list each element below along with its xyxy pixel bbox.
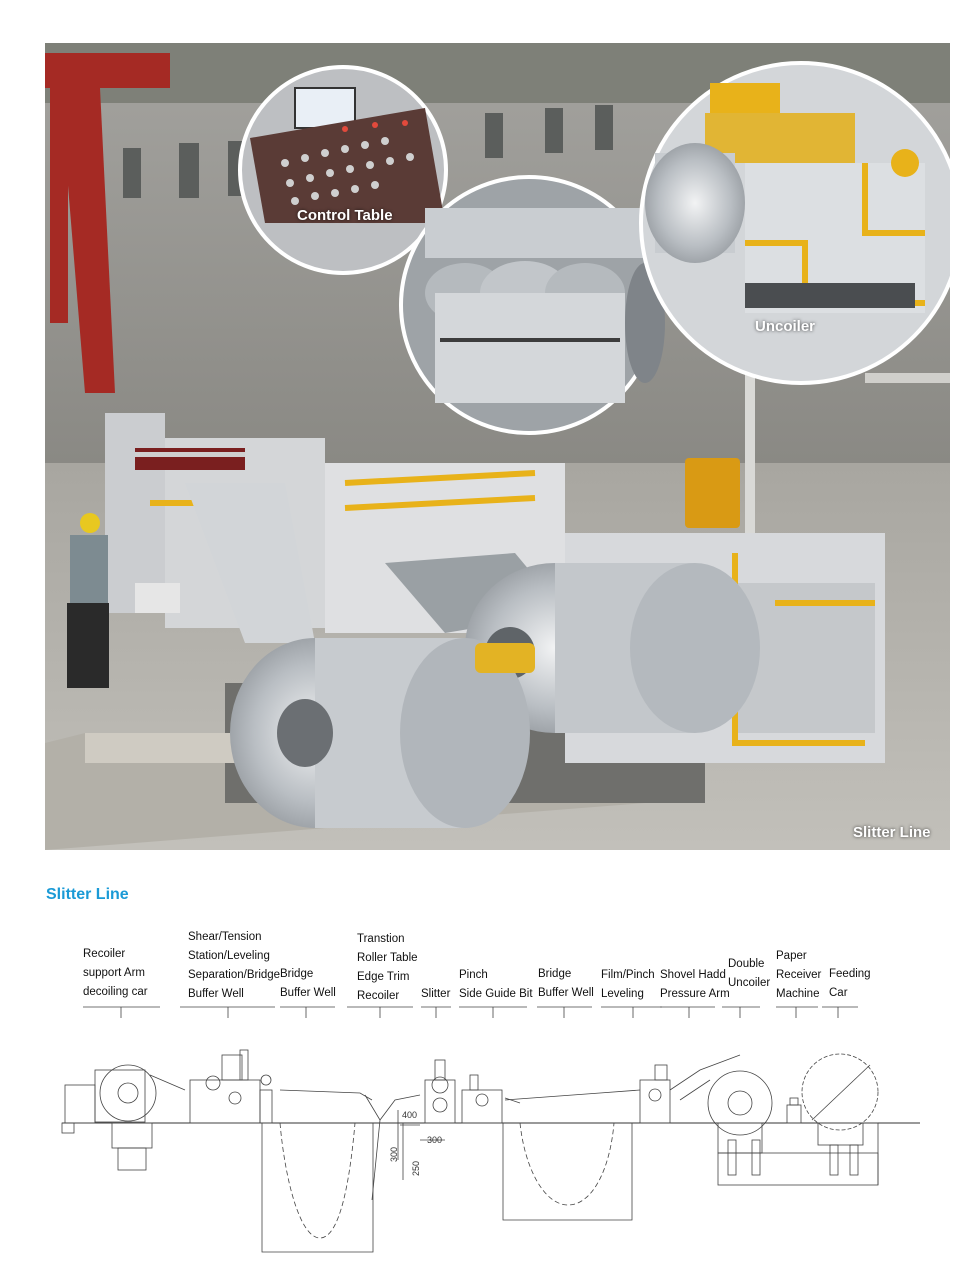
label-line: Double	[728, 958, 765, 970]
section-title: Slitter Line	[46, 886, 129, 903]
label-line: Buffer Well	[280, 987, 336, 999]
label-line: Receiver	[776, 969, 822, 981]
callout-control-table	[240, 67, 446, 273]
label-line: Leveling	[601, 988, 644, 1000]
label-line: Bridge	[280, 968, 314, 980]
callout-uncoiler	[641, 63, 950, 383]
label-line: Pinch	[459, 969, 488, 981]
label-line: Recoiler	[83, 948, 126, 960]
label-line: Machine	[776, 988, 820, 1000]
control-table-label: Control Table	[297, 207, 393, 224]
label-recoiler	[83, 945, 148, 1002]
dim-300-v: 300	[389, 1146, 399, 1162]
label-line: Edge Trim	[357, 971, 410, 983]
label-line: support Arm	[83, 967, 145, 979]
dim-400: 400	[402, 1110, 418, 1120]
slitter-line-diagram	[0, 1000, 980, 1279]
label-line: Side Guide Bit	[459, 988, 533, 1000]
slitter-drawing	[425, 1060, 455, 1123]
label-bridge-2	[538, 965, 594, 1003]
label-pinch	[459, 966, 533, 1004]
factory-scene	[45, 43, 950, 850]
uncoiler-label: Uncoiler	[755, 318, 816, 335]
label-line: decoiling car	[83, 986, 148, 998]
label-transtion	[357, 930, 418, 1006]
label-line: Buffer Well	[188, 988, 244, 1000]
label-line: Transtion	[357, 933, 405, 945]
paper-receiver-drawing	[787, 1098, 801, 1123]
label-line: Buffer Well	[538, 987, 594, 999]
buffer-pit-2	[503, 1090, 640, 1220]
shear-station-drawing	[190, 1050, 272, 1123]
label-line: Station/Leveling	[188, 950, 270, 962]
label-line: Recoiler	[357, 990, 400, 1002]
label-feeding	[829, 965, 871, 1003]
slitter-line-photo	[45, 43, 950, 850]
photo-caption: Slitter Line	[853, 824, 931, 841]
recoiler-drawing	[62, 1065, 185, 1170]
label-line: Bridge	[538, 968, 572, 980]
label-film	[601, 966, 655, 1004]
label-paper	[776, 947, 821, 1004]
label-bridge-1	[280, 965, 336, 1003]
double-uncoiler-drawing	[708, 1071, 878, 1185]
label-line: Uncoiler	[728, 977, 771, 989]
label-double	[728, 955, 770, 993]
label-line: Roller Table	[357, 952, 418, 964]
leveling-drawing	[640, 1055, 740, 1123]
label-line: Pressure Arm	[660, 988, 730, 1000]
label-line: Car	[829, 987, 848, 999]
dim-250: 250	[411, 1160, 421, 1176]
label-line: Feeding	[829, 968, 871, 980]
buffer-pit-1	[262, 1090, 373, 1252]
label-line: Slitter	[421, 988, 451, 1000]
label-line: Shovel Hadd	[660, 969, 726, 981]
dim-300-h: 300	[427, 1135, 443, 1145]
label-line: Film/Pinch	[601, 969, 655, 981]
label-line: Shear/Tension	[188, 931, 262, 943]
label-shear	[188, 928, 280, 1004]
label-shovel	[660, 966, 730, 1004]
label-pointers	[83, 1007, 858, 1018]
label-line: Paper	[776, 950, 807, 962]
label-line: Separation/Bridge	[188, 969, 281, 981]
feeding-car-drawing	[802, 1054, 878, 1185]
pinch-drawing	[462, 1075, 520, 1123]
